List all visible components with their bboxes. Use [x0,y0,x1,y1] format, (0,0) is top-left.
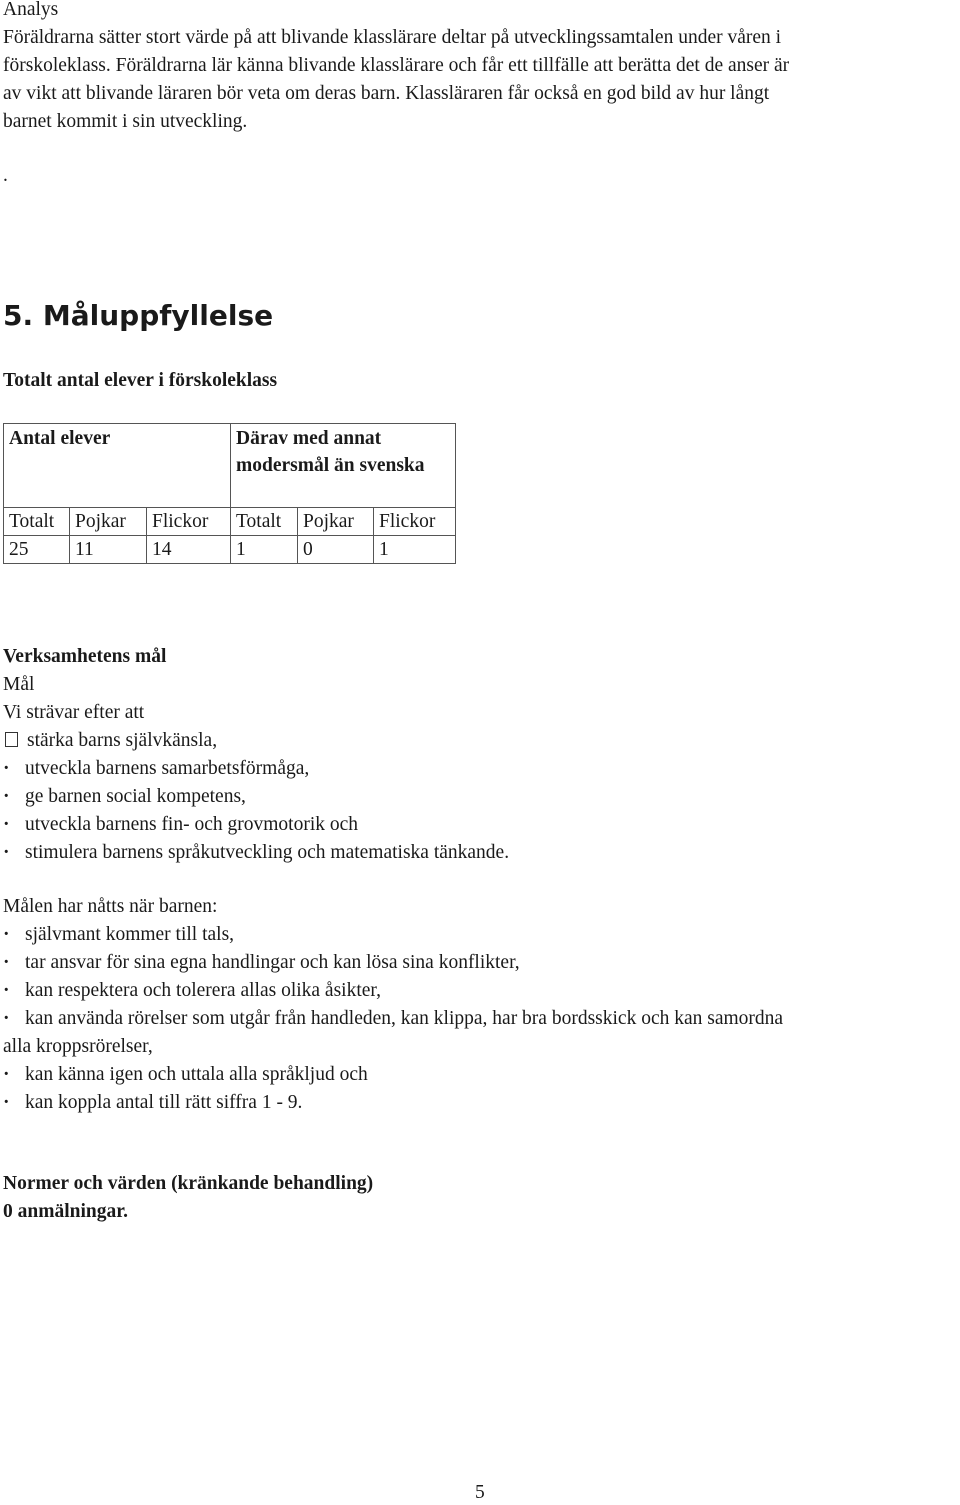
table-col-total-other: Totalt [231,508,298,536]
analysis-line-3: av vikt att blivande läraren bör veta om deras barn. Klassläraren får också en god bild av hur långt [3,83,770,104]
bullet-dot-icon: · [3,980,10,1001]
list-item: · kan koppla antal till rätt siffra 1 - 9. [3,1089,302,1117]
bullet-dot-icon: · [3,758,10,779]
student-count-table [3,423,456,564]
bullet-dot-icon: · [3,1064,10,1085]
goals-label: Mål [3,674,35,695]
list-item: · utveckla barnens samarbetsförmåga, [3,755,309,783]
bullet-dot-icon: · [3,1092,10,1113]
bullet-dot-icon: · [3,952,10,973]
table-group-other-language: Därav med annat modersmål än svenska [231,424,456,508]
analysis-heading: Analys [3,0,59,20]
section-title: 5. Måluppfyllelse [3,299,274,332]
table-row [4,536,456,564]
table-group-students: Antal elever [4,424,231,508]
analysis-line-2: förskoleklass. Föräldrarna lär känna blivande klasslärare och får ett tillfälle att berätta det de anser är [3,55,790,76]
table-column-header-row [4,508,456,536]
list-item: · kan respektera och tolerera allas olika åsikter, [3,977,381,1005]
table-col-boys: Pojkar [70,508,147,536]
achieved-intro: Målen har nåtts när barnen: [3,896,218,917]
list-item: · tar ansvar för sina egna handlingar och kan lösa sina konflikter, [3,949,520,977]
table-cell-total: 25 [4,536,70,564]
table-cell-boys-other: 0 [298,536,374,564]
list-item: stärka barns självkänsla, [3,727,217,755]
list-item: · ge barnen social kompetens, [3,783,246,811]
analysis-dot: . [3,165,8,186]
list-item: · självmant kommer till tals, [3,921,234,949]
list-item: · kan använda rörelser som utgår från handleden, kan klippa, har bra bordsskick och kan samordna [3,1005,783,1033]
table-col-total: Totalt [4,508,70,536]
list-item: · kan känna igen och uttala alla språkljud och [3,1061,368,1089]
bullet-dot-icon: · [3,1008,10,1029]
table-cell-total-other: 1 [231,536,298,564]
table-col-girls-other: Flickor [374,508,456,536]
norms-heading: Normer och värden (kränkande behandling) [3,1173,374,1194]
goals-intro: Vi strävar efter att [3,702,145,723]
analysis-line-1: Föräldrarna sätter stort värde på att blivande klasslärare deltar på utvecklingssamtalen under våren i [3,27,782,48]
table-group-header-row [4,424,456,508]
bullet-dot-icon: · [3,786,10,807]
analysis-line-4: barnet kommit i sin utveckling. [3,111,248,132]
bullet-dot-icon: · [3,924,10,945]
list-item-continuation: alla kroppsrörelser, [3,1036,153,1057]
list-item: · stimulera barnens språkutveckling och matematiska tänkande. [3,839,509,867]
table-col-girls: Flickor [147,508,231,536]
bullet-dot-icon: · [3,814,10,835]
goals-heading: Verksamhetens mål [3,646,167,667]
table-col-boys-other: Pojkar [298,508,374,536]
table-cell-girls-other: 1 [374,536,456,564]
table-cell-girls: 14 [147,536,231,564]
bullet-dot-icon: · [3,842,10,863]
page-number: 5 [475,1482,485,1503]
missing-glyph-box-icon [5,732,18,747]
table-cell-boys: 11 [70,536,147,564]
section-subtitle: Totalt antal elever i förskoleklass [3,370,278,391]
list-item: · utveckla barnens fin- och grovmotorik och [3,811,358,839]
norms-result: 0 anmälningar. [3,1201,128,1222]
